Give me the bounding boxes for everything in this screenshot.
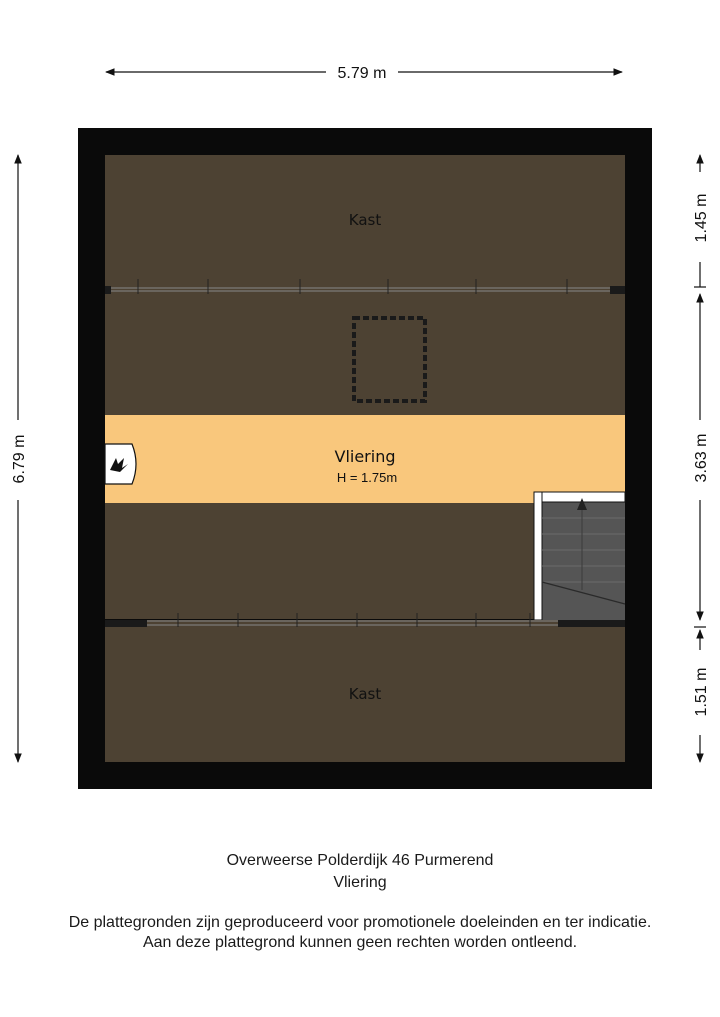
room-main-upper	[105, 294, 625, 415]
room-bottom-label: Kast	[348, 685, 382, 703]
dimension-right-mid-label: 3.63 m	[693, 433, 710, 483]
room-main-label: Vliering	[334, 447, 396, 466]
disclaimer-line-2: Aan deze plattegrond kunnen geen rechten worden ontleend.	[142, 934, 578, 951]
dimension-right	[693, 155, 710, 762]
dimension-left-label: 6.79 m	[11, 434, 28, 484]
dimension-top-label: 5.79 m	[337, 65, 387, 82]
staircase	[534, 492, 625, 620]
disclaimer-line-1: De plattegronden zijn geproduceerd voor promotionele doeleinden en ter indicatie.	[68, 914, 652, 931]
room-top-label: Kast	[348, 211, 382, 229]
room-main-height: H = 1.75m	[336, 470, 398, 485]
boiler-icon	[105, 444, 136, 484]
dimension-left	[11, 155, 28, 762]
address: Overweerse Polderdijk 46 Purmerend	[226, 852, 494, 869]
dimension-top	[106, 65, 622, 82]
floor-name: Vliering	[333, 874, 387, 891]
dimension-right-bottom-label: 1.51 m	[693, 667, 710, 717]
dimension-right-top-label: 1.45 m	[693, 193, 710, 243]
